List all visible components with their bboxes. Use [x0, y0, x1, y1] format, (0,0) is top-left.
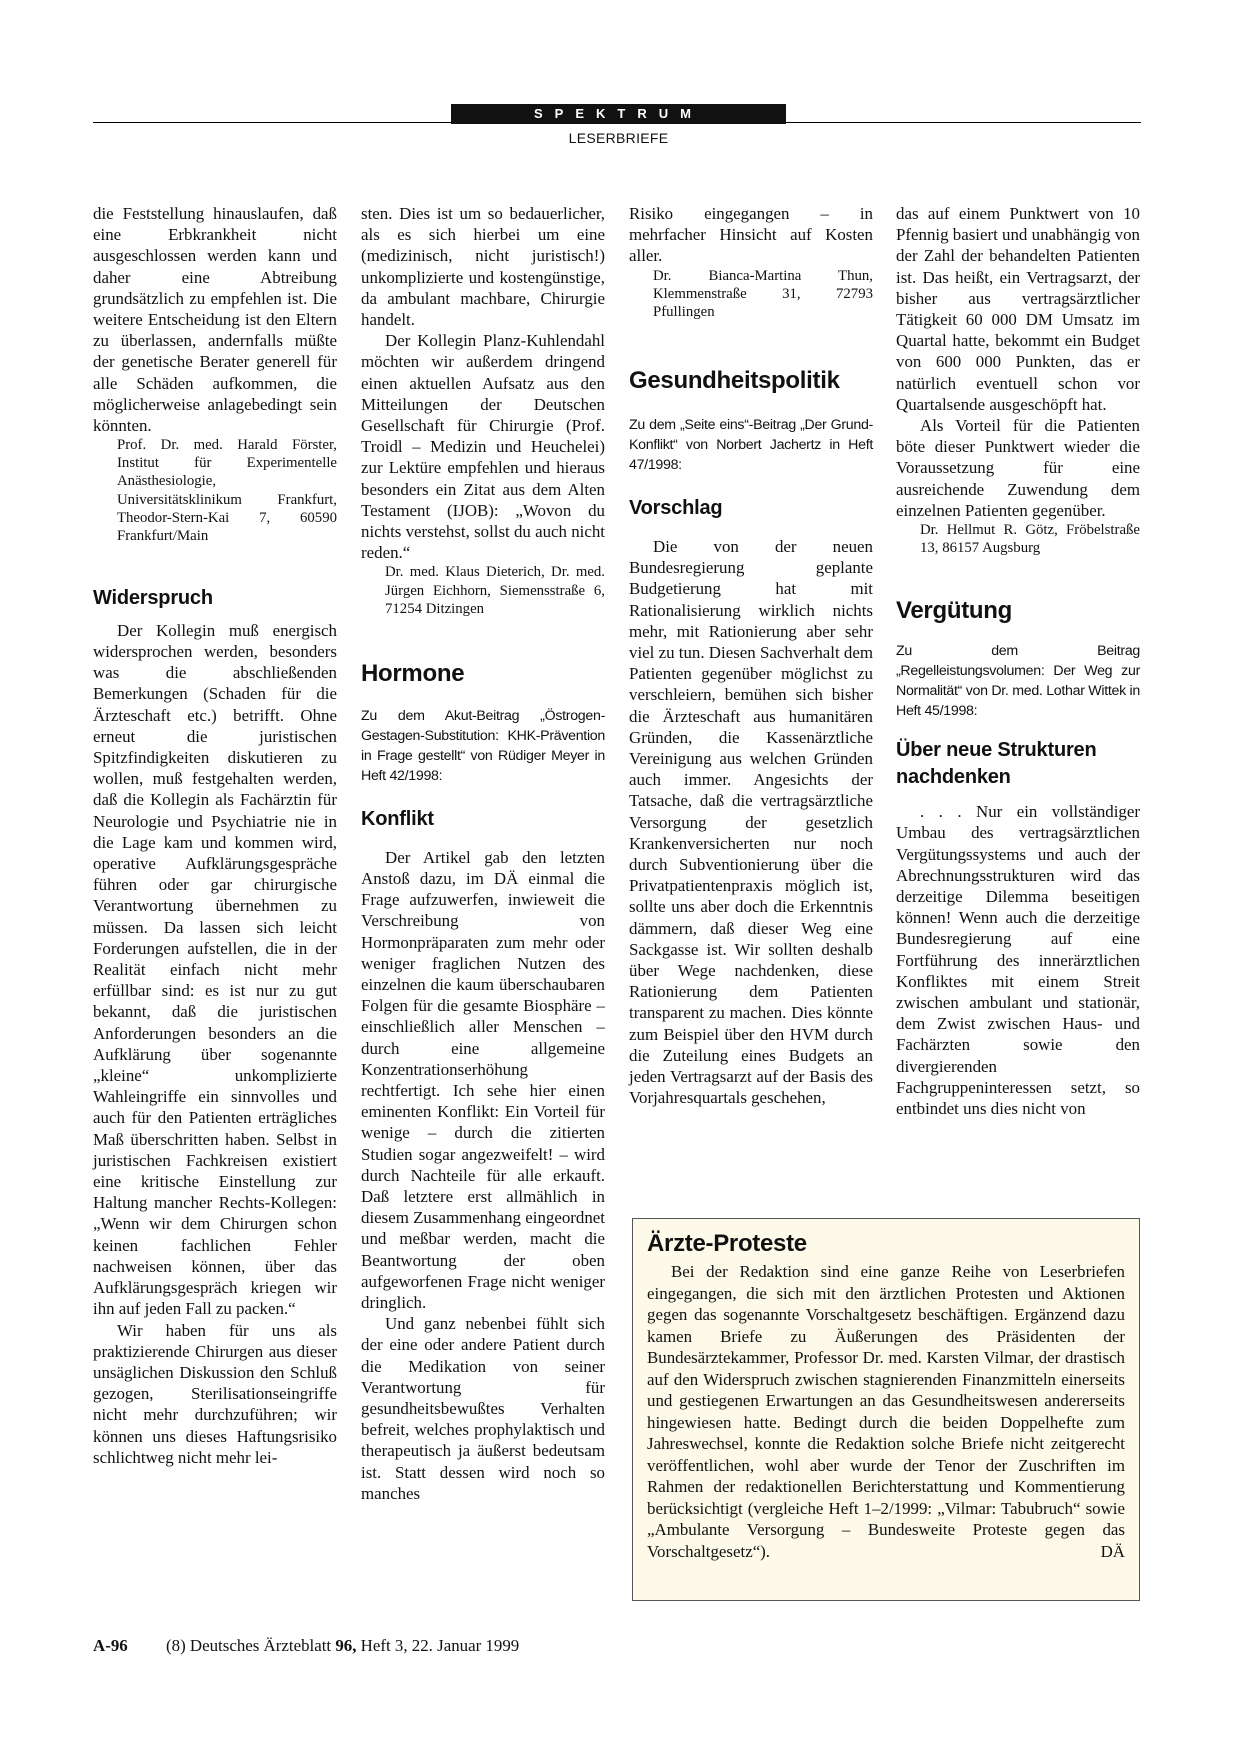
paragraph: Der Kollegin muß energisch widersprochen werden, besonders was die abschließenden Bemerkungen (Schaden für die Ärzteschaft etc.) betrifft. Ohne erneut die juristischen Spitzfindigkeiten diskutieren zu wollen, muß festgehalten werden, daß die Kollegin als Fachärztin für Neurologie und Psychiatrie nie in die Lage kam und kommen wird, operative Aufklärungsgespräche führen oder gar chirurgische Verantwortung übernehmen zu müssen. Da lassen sich leicht Forderungen aufstellen, die in der Realität einfach nicht mehr erfüllbar sind: es ist nur zu gut bekannt, daß die juristischen Anforderungen besonders an die Aufklärung über sogenannte „kleine“ unkomplizierte Wahleingriffe ein sinnvolles und auch für den Patienten erträgliches Maß überschritten haben. Selbst in juristischen Fachkreisen existiert eine kritische Einstellung zur Haltung mancher Rechts-Kollegen: „Wenn wir dem Chirurgen schon keinen fachlichen Fehler nachweisen können, über das Aufklärungsgespräch kriegen wir ihn auf jeden Fall zu packen.“: [93, 620, 337, 1319]
author-signature: Dr. Bianca-Martina Thun, Klemmenstraße 31, 72793 Pfullingen: [653, 267, 873, 320]
column-2: [361, 203, 605, 1504]
author-signature: Dr. Hellmut R. Götz, Fröbelstraße 13, 86157 Augsburg: [920, 522, 1140, 557]
info-box: [632, 1218, 1140, 1601]
letter-heading: Konflikt: [361, 807, 434, 830]
column-4: [896, 203, 1140, 1119]
paragraph: Als Vorteil für die Patienten böte dieser Punktwert wieder die Voraussetzung für eine ausreichende Zuwendung dem einzelnen Patienten gegenüber.: [896, 416, 1140, 520]
paragraph: sten. Dies ist um so bedauerlicher, als es sich hierbei um eine (medizinisch, nicht juristisch!) unkomplizierte und kostengünstige, da ambulant machbare, Chirurgie handelt.: [361, 204, 605, 330]
paragraph: Risiko eingegangen – in mehrfacher Hinsicht auf Kosten aller.: [629, 204, 873, 266]
paragraph: Der Artikel gab den letzten Anstoß dazu, im DÄ einmal die Frage aufzuwerfen, inwieweit die Verschreibung von Hormonpräparaten zum mehr oder weniger fraglichen Nutzen des einzelnen die kaum überschaubaren Folgen für die gesamte Biosphäre – einschließlich aller Menschen – durch eine allgemeine Konzentrationserhöhung rechtfertigt. Ich sehe hier einen eminenten Konflikt: Ein Vorteil für wenige – durch die zitierten Studien sogar angezweifelt! – wird durch Nachteile für alle erkauft. Daß letztere erst allmählich in diesem Zusammenhang eingeordnet und meßbar werden, macht die Beantwortung der oben aufgeworfenen Frage nicht weniger dringlich.: [361, 847, 605, 1312]
paragraph: Und ganz nebenbei fühlt sich der eine oder andere Patient durch die Medikation von seiner Verantwortung für gesundheitsbewußtes Verhalten befreit, welches prophylaktisch und therapeutisch ja äußerst bedeutsam ist. Statt dessen wird noch so manches: [361, 1314, 605, 1503]
citation-prefix: (8) Deutsches Ärzteblatt: [166, 1636, 336, 1655]
box-heading: Ärzte-Proteste: [647, 1230, 807, 1257]
box-tag: DÄ: [1100, 1541, 1125, 1561]
paragraph: Die von der neuen Bundesregierung geplante Budgetierung hat mit Rationalisierung wirklich nichts mehr, mit Rationierung aber sehr viel zu tun. Diesen Sachverhalt dem Patienten gegenüber möglichst zu verschleiern, bemühen sich bisher die Ärzteschaft aus humanitären Gründen, die Kassenärztliche Vereinigung aus welchen Gründen auch immer. Angesichts der Tatsache, daß die vertragsärztliche Versorgung der gesetzlich Krankenversicherten nur noch durch Subventionierung über die Privatpatientenpraxis möglich ist, sollte uns aber doch die Erkenntnis dämmern, daß dieser Weg eine Sackgasse ist. Wir sollten deshalb über Wege nachdenken, diese Rationierung dem Patienten transparent zu machen. Dies könnte zum Beispiel über den HVM durch die Zuteilung eines Budgets an jeden Vertragsarzt auf der Basis des Vorjahresquartals geschehen,: [629, 536, 873, 1108]
author-signature: Prof. Dr. med. Harald Förster, Institut für Experimentelle Anästhesiologie, Universitätsklinikum Frankfurt, Theodor-Stern-Kai 7, 60590 Frankfurt/Main: [117, 437, 337, 544]
letter-heading: Vorschlag: [629, 496, 723, 519]
citation-volume: 96,: [335, 1636, 357, 1655]
reference-lead: Zu dem Beitrag „Regelleistungsvolumen: Der Weg zur Normalität“ von Dr. med. Lothar Wittek in Heft 45/1998:: [896, 643, 1140, 720]
column-1: [93, 203, 337, 1468]
subsection-label: LESERBRIEFE: [568, 130, 669, 146]
section-banner: SPEKTRUM: [451, 104, 786, 124]
author-signature: Dr. med. Klaus Dieterich, Dr. med. Jürgen Eichhorn, Siemensstraße 6, 71254 Ditzingen: [385, 564, 605, 617]
letter-heading: Widerspruch: [93, 586, 213, 609]
citation: [166, 1636, 519, 1656]
paragraph: die Feststellung hinauslaufen, daß eine Erbkrankheit nicht ausgeschlossen werden kann und daher eine Abtreibung grundsätzlich zu empfehlen ist. Die weitere Entscheidung ist den Eltern zu überlassen, andernfalls müßte der genetische Berater generell für alle Schäden aufkommen, die möglicherweise anlagebedingt sein könnten.: [93, 204, 337, 436]
reference-lead: Zu dem „Seite eins“-Beitrag „Der Grund-Konflikt“ von Norbert Jachertz in Heft 47/1998:: [629, 416, 873, 473]
box-body: Bei der Redaktion sind eine ganze Reihe von Leserbriefen eingegangen, die sich mit den ärztlichen Protesten und Aktionen gegen das sogenannte Vorschaltgesetz beschäftigen. Ergänzend dazu kamen Briefe zu Äußerungen des Präsidenten der Bundesärztekammer, Professor Dr. med. Karsten Vilmar, der drastisch auf den Widerspruch zwischen stagnierenden Finanzmitteln einerseits und gestiegenen Erwartungen an das Gesundheitswesen andererseits hingewiesen hatte. Bedingt durch die beiden Doppelhefte zum Jahreswechsel, konnte die Redaktion solche Briefe nicht zeitgerecht veröffentlichen, wohl aber wurde der Tenor der Zuschriften im Rahmen der redaktionellen Berichterstattung und Kommentierung berücksichtigt (vergleiche Heft 1–2/1999: „Vilmar: Tabubruch“ sowie „Ambulante Versorgung – Bundesweite Proteste gegen das Vorschaltgesetz“).: [647, 1262, 1125, 1561]
section-heading: Hormone: [361, 659, 465, 687]
section-heading: Gesundheitspolitik: [629, 366, 840, 394]
section-heading: Vergütung: [896, 597, 1012, 625]
paragraph: das auf einem Punktwert von 10 Pfennig basiert und unabhängig von der Zahl der behandelten Patienten ist. Das heißt, ein Vertragsarzt, der bisher aus vertragsärztlicher Tätigkeit 60 000 DM Umsatz im Quartal hatte, bekommt ein Budget von 600 000 Punkten, das er natürlich eventuell schon vor Quartalsende ausgeschöpft hat.: [896, 204, 1140, 414]
paragraph: Wir haben für uns als praktizierende Chirurgen aus dieser unsäglichen Diskussion den Schluß gezogen, Sterilisationseingriffe nicht mehr durchzuführen; wir können uns dieses Haftungsrisiko schlichtweg nicht mehr lei-: [93, 1320, 337, 1467]
box-text: [647, 1261, 1125, 1562]
letter-heading: Über neue Strukturen nachdenken: [896, 739, 1097, 789]
paragraph: . . . Nur ein vollständiger Umbau des vertragsärztlichen Vergütungssystems und auch der Abrechnungsstrukturen wird das derzeitige Dilemma beseitigen können! Wenn auch die derzeitige Bundesregierung auf eine Fortführung des innerärztlichen Konfliktes mit einem Streit zwischen ambulant und stationär, dem Zwist zwischen Haus- und Fachärzten sowie den divergierenden Fachgruppeninteressen setzt, so entbindet uns dies nicht von: [896, 802, 1140, 1119]
paragraph: Der Kollegin Planz-Kuhlendahl möchten wir außerdem dringend einen aktuellen Aufsatz aus den Mitteilungen der Deutschen Gesellschaft für Chirurgie (Prof. Troidl – Medizin und Heuchelei) zur Lektüre empfehlen und hieraus besonders ein Zitat aus dem Alten Testament (IJOB): „Wovon du nichts verstehst, sollst du auch nicht reden.“: [361, 331, 605, 563]
page-number: A-96: [93, 1636, 128, 1655]
citation-suffix: Heft 3, 22. Januar 1999: [356, 1636, 520, 1655]
column-3: [629, 203, 873, 1108]
reference-lead: Zu dem Akut-Beitrag „Östrogen-Gestagen-Substitution: KHK-Prävention in Frage gestellt“ von Rüdiger Meyer in Heft 42/1998:: [361, 707, 605, 784]
